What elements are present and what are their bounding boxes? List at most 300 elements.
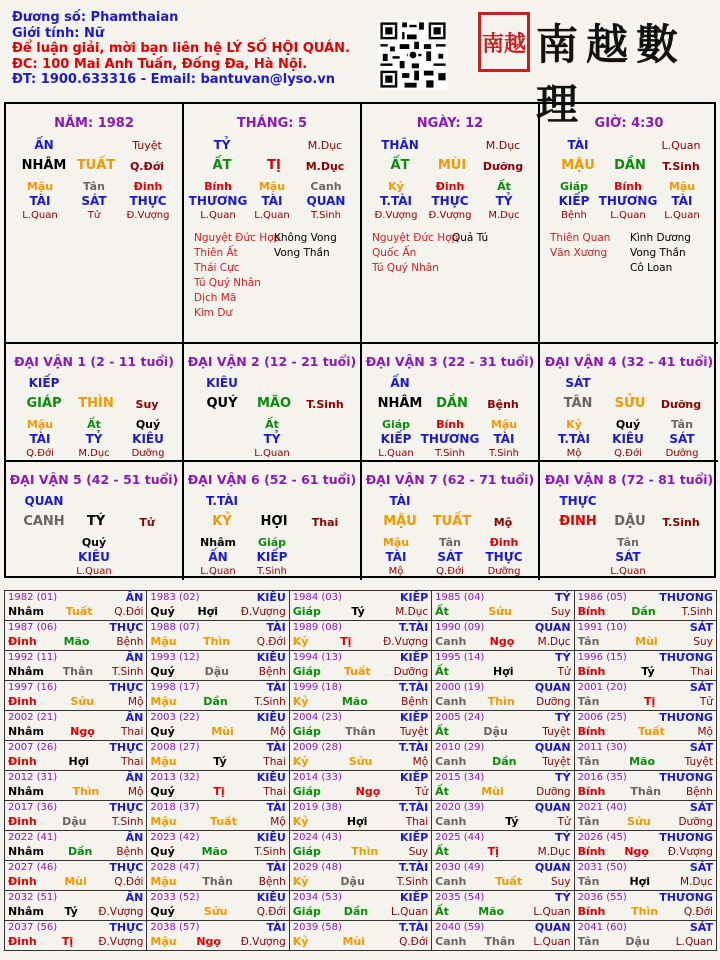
life-phase: Đ.Vượng: [374, 210, 418, 221]
hidden-stem: Giáp: [257, 536, 287, 549]
year-body: [8, 815, 143, 829]
year-chi: Dần: [203, 695, 228, 708]
year-cell: [432, 711, 574, 741]
year-head: [150, 621, 285, 635]
year-row: [5, 651, 717, 681]
year-cell: [432, 741, 574, 771]
year-star: KIÊU: [256, 891, 286, 904]
year-star: TÀI: [266, 861, 286, 874]
year-can: Canh: [435, 935, 467, 948]
year-head: [8, 621, 143, 635]
year-star: THỰC: [109, 861, 144, 874]
year-star: TÀI: [266, 921, 286, 934]
year-cell: [574, 861, 716, 891]
hidden-stem: Ất: [497, 180, 511, 193]
year-phase: Q.Đới: [256, 906, 286, 918]
special-star: Thiên Ất: [194, 247, 238, 259]
year-star: TÀI: [266, 681, 286, 694]
year-row: [5, 831, 717, 861]
year-cell: [432, 591, 574, 621]
year-body: [435, 905, 570, 919]
year-label: 1999 (18): [292, 682, 342, 693]
year-can: Mậu: [150, 755, 177, 768]
year-star: TỶ: [555, 891, 571, 904]
pillar-3: [362, 104, 540, 344]
pillar-phase: Tuyệt: [132, 139, 162, 152]
year-phase: Tử: [415, 786, 429, 798]
owner-name: Đương số: Phamthaian: [12, 10, 179, 25]
year-head: [435, 591, 570, 605]
year-head: [8, 891, 143, 905]
year-label: 1987 (06): [8, 622, 58, 633]
year-label: 1996 (15): [577, 652, 627, 663]
life-phase: Đ.Vượng: [126, 210, 170, 221]
hidden-stem: Bính: [204, 180, 232, 193]
chart-grid: [4, 102, 716, 578]
contact-text: Để luận giải, mời bạn liên hệ LÝ SỐ HỘI QUÁN.: [12, 41, 350, 56]
year-can: Đinh: [8, 635, 37, 648]
year-can: Quý: [150, 845, 175, 858]
year-can: Ất: [435, 725, 449, 738]
year-chi: Thìn: [203, 635, 231, 648]
life-phase: L.Quan: [254, 448, 290, 459]
year-body: [435, 605, 570, 619]
year-can: Ất: [435, 785, 449, 798]
year-can: Quý: [150, 905, 175, 918]
special-star: Cô Loan: [630, 262, 673, 274]
year-star: TÀI: [266, 801, 286, 814]
life-phase: L.Quan: [610, 210, 646, 221]
year-chi: Thìn: [487, 695, 515, 708]
life-phase: L.Quan: [200, 566, 236, 577]
year-chi: Thân: [62, 665, 94, 678]
year-can: Kỷ: [292, 635, 309, 648]
year-chi: Dần: [343, 905, 369, 918]
year-row: [5, 861, 717, 891]
year-cell: [574, 891, 716, 921]
year-body: [578, 695, 713, 709]
year-label: 1986 (05): [577, 592, 627, 603]
year-head: [150, 591, 285, 605]
year-chi: Hợi: [346, 815, 368, 828]
ten-god: THỰC: [431, 194, 469, 208]
year-can: Giáp: [292, 665, 321, 678]
year-head: [578, 771, 713, 785]
year-cell: [5, 711, 147, 741]
year-label: 1991 (10): [577, 622, 627, 633]
year-head: [578, 681, 713, 695]
year-head: [578, 891, 713, 905]
year-body: [8, 905, 143, 919]
year-body: [578, 905, 713, 919]
hidden-stem: Tân: [83, 180, 105, 193]
year-can: Nhâm: [8, 845, 44, 858]
year-cell: [574, 801, 716, 831]
pillar-2: [184, 104, 362, 344]
special-star: Quốc Ấn: [372, 247, 417, 259]
year-label: 1984 (03): [292, 592, 342, 603]
year-phase: T.Sinh: [681, 606, 713, 618]
life-phase: Đ.Vượng: [428, 210, 472, 221]
year-star: QUAN: [534, 801, 571, 814]
year-phase: Q.Đới: [114, 876, 144, 888]
year-can: Nhâm: [8, 665, 44, 678]
year-can: Canh: [435, 875, 467, 888]
special-star: Không Vong: [274, 232, 337, 244]
ten-god: TỶ: [263, 432, 281, 446]
dai-van-star: ẤN: [390, 376, 410, 390]
year-body: [8, 935, 143, 949]
year-cell: [147, 891, 289, 921]
year-label: 2002 (21): [8, 712, 58, 723]
year-head: [8, 681, 143, 695]
year-phase: Thai: [263, 756, 286, 768]
dai-van-title: ĐẠI VẬN 3 (22 - 31 tuổi): [365, 354, 535, 369]
year-phase: Mộ: [127, 696, 144, 708]
year-head: [578, 711, 713, 725]
year-head: [435, 651, 570, 665]
ten-god: KIÊU: [132, 432, 164, 446]
year-chi: Thân: [345, 725, 376, 738]
year-chi: Dậu: [204, 665, 229, 678]
year-head: [150, 921, 285, 935]
ten-god: TÀI: [493, 432, 515, 446]
year-chi: Sửu: [348, 755, 373, 768]
dai-van-star: SÁT: [565, 376, 591, 390]
dai-van-star: TÀI: [389, 494, 411, 508]
year-cell: [289, 741, 431, 771]
year-head: [293, 861, 428, 875]
year-can: Kỷ: [292, 755, 309, 768]
year-body: [150, 905, 285, 919]
year-star: QUAN: [534, 921, 571, 934]
year-label: 2010 (29): [435, 742, 485, 753]
year-head: [293, 621, 428, 635]
life-phase: M.Dục: [488, 210, 520, 221]
year-cell: [289, 771, 431, 801]
year-head: [150, 891, 285, 905]
year-can: Ất: [435, 665, 449, 678]
year-head: [293, 741, 428, 755]
year-phase: Tử: [557, 666, 571, 678]
year-body: [578, 875, 713, 889]
year-label: 1997 (16): [8, 682, 58, 693]
year-cell: [432, 831, 574, 861]
year-cell: [574, 621, 716, 651]
year-can: Giáp: [292, 725, 321, 738]
year-body: [293, 845, 428, 859]
year-chi: Ngọ: [70, 725, 95, 738]
year-cell: [432, 891, 574, 921]
year-chi: Dậu: [625, 935, 650, 948]
year-label: 2040 (59): [435, 922, 485, 933]
year-phase: Đ.Vượng: [667, 846, 713, 858]
year-star: THỰC: [109, 921, 144, 934]
year-body: [150, 755, 285, 769]
dai-van-chi: DẦN: [436, 396, 468, 411]
year-cell: [432, 681, 574, 711]
year-phase: T.Sinh: [111, 816, 144, 828]
hidden-stem: Mậu: [26, 180, 54, 193]
year-body: [435, 935, 570, 949]
year-can: Tân: [577, 815, 600, 828]
year-label: 2006 (25): [577, 712, 627, 723]
year-star: T.TÀI: [398, 681, 429, 694]
year-can: Quý: [150, 605, 175, 618]
special-star: Thiên Quan: [550, 232, 611, 244]
hidden-stem: Mậu: [668, 180, 696, 193]
year-label: 2039 (58): [292, 922, 342, 933]
life-phase: Mộ: [388, 566, 404, 577]
pillar-can: ẤT: [390, 158, 410, 173]
year-phase: Q.Đới: [256, 636, 286, 648]
year-can: Canh: [435, 635, 467, 648]
life-phase: Dưỡng: [665, 448, 699, 459]
year-cell: [147, 861, 289, 891]
dai-van-star: KIẾP: [28, 376, 60, 390]
year-head: [578, 621, 713, 635]
life-phase: Dưỡng: [131, 448, 165, 459]
year-label: 1985 (04): [435, 592, 485, 603]
year-can: Kỷ: [292, 695, 309, 708]
year-body: [435, 725, 570, 739]
year-body: [578, 665, 713, 679]
year-label: 1989 (08): [292, 622, 342, 633]
hidden-stem: Quý: [615, 418, 641, 431]
special-star: Vong Thần: [274, 247, 330, 259]
life-phase: L.Quan: [378, 448, 414, 459]
dai-van-chi: THÌN: [78, 396, 114, 411]
year-head: [293, 831, 428, 845]
year-label: 2030 (49): [435, 862, 485, 873]
year-label: 2009 (28): [292, 742, 342, 753]
year-chi: Ngọ: [355, 785, 381, 798]
year-cell: [5, 921, 147, 951]
year-can: Đinh: [8, 695, 37, 708]
hidden-stem: Mậu: [490, 418, 518, 431]
ten-god: THƯƠNG: [420, 432, 480, 446]
pillar-relation: M.Dục: [305, 160, 345, 173]
year-can: Nhâm: [8, 725, 44, 738]
year-label: 2017 (36): [8, 802, 58, 813]
dai-van-phase: T.Sinh: [662, 516, 700, 529]
year-star: T.TÀI: [398, 621, 429, 634]
ten-god: THỰC: [129, 194, 167, 208]
ten-god: T.TÀI: [558, 432, 590, 446]
year-label: 2008 (27): [150, 742, 200, 753]
dai-van-8: [540, 462, 718, 580]
dai-van-5: [6, 462, 184, 580]
year-phase: Suy: [551, 876, 571, 888]
year-star: KIẾP: [399, 651, 429, 664]
year-body: [293, 725, 428, 739]
year-head: [435, 861, 570, 875]
year-body: [293, 875, 428, 889]
year-head: [293, 681, 428, 695]
year-chi: Dần: [67, 845, 93, 858]
ten-god: TỶ: [495, 194, 513, 208]
year-label: 2020 (39): [435, 802, 485, 813]
year-star: TỶ: [555, 711, 571, 724]
life-phase: L.Quan: [610, 566, 646, 577]
year-can: Mậu: [150, 695, 177, 708]
year-label: 2034 (53): [292, 892, 342, 903]
year-can: Tân: [577, 695, 600, 708]
year-phase: M.Dục: [537, 636, 571, 648]
year-star: THỰC: [109, 621, 144, 634]
year-star: TỶ: [555, 831, 571, 844]
year-body: [293, 605, 428, 619]
dai-van-2: [184, 344, 362, 462]
year-head: [435, 891, 570, 905]
year-cell: [289, 681, 431, 711]
year-head: [150, 711, 285, 725]
year-row: [5, 711, 717, 741]
hidden-stem: Quý: [81, 536, 107, 549]
year-cell: [289, 621, 431, 651]
year-chi: Tuất: [495, 875, 523, 888]
year-chi: Tị: [487, 845, 499, 858]
year-phase: Thai: [120, 726, 144, 738]
year-head: [578, 831, 713, 845]
dai-van-can: KỶ: [212, 514, 232, 529]
year-head: [150, 861, 285, 875]
year-cell: [574, 741, 716, 771]
year-head: [293, 651, 428, 665]
year-label: 2032 (51): [8, 892, 58, 903]
dai-van-can: CANH: [23, 514, 65, 529]
year-label: 1990 (09): [435, 622, 485, 633]
year-star: T.TÀI: [398, 921, 429, 934]
year-body: [8, 845, 143, 859]
pillar-chi: TỊ: [267, 158, 281, 173]
year-phase: Dưỡng: [536, 696, 571, 708]
year-cell: [147, 771, 289, 801]
year-phase: Thai: [120, 756, 144, 768]
year-head: [578, 861, 713, 875]
year-body: [8, 725, 143, 739]
ten-god: SÁT: [437, 550, 463, 564]
year-head: [150, 771, 285, 785]
year-body: [8, 635, 143, 649]
year-chi: Dần: [492, 755, 517, 768]
year-body: [435, 665, 570, 679]
year-phase: T.Sinh: [254, 696, 286, 708]
dai-van-phase: Suy: [135, 398, 159, 411]
hidden-stem: Ất: [87, 418, 101, 431]
year-star: ẤN: [125, 651, 144, 664]
year-label: 2027 (46): [8, 862, 58, 873]
year-phase: L.Quan: [390, 906, 429, 918]
year-can: Canh: [435, 695, 467, 708]
year-cell: [289, 831, 431, 861]
ten-god: KIÊU: [78, 550, 110, 564]
year-star: THƯƠNG: [659, 891, 713, 904]
pillar-relation: Dưỡng: [482, 160, 524, 173]
year-body: [293, 935, 428, 949]
year-label: 2013 (32): [150, 772, 200, 783]
year-chi: Ngọ: [489, 635, 515, 648]
dai-van-title: ĐẠI VẬN 6 (52 - 61 tuổi): [187, 472, 357, 487]
year-head: [8, 831, 143, 845]
year-can: Bính: [577, 845, 606, 858]
year-body: [578, 605, 713, 619]
year-head: [150, 801, 285, 815]
year-body: [150, 845, 285, 859]
year-label: 2036 (55): [577, 892, 627, 903]
year-row: [5, 771, 717, 801]
year-phase: T.Sinh: [111, 666, 144, 678]
year-body: [435, 815, 570, 829]
ten-god: QUAN: [306, 194, 346, 208]
year-star: THỰC: [109, 741, 144, 754]
ten-god: TÀI: [385, 550, 407, 564]
year-head: [435, 801, 570, 815]
year-body: [8, 875, 143, 889]
year-chi: Ngọ: [196, 935, 221, 948]
year-can: Ất: [435, 845, 449, 858]
year-body: [578, 635, 713, 649]
ten-god: THỰC: [485, 550, 523, 564]
year-label: 2015 (34): [435, 772, 485, 783]
dai-van-title: ĐẠI VẬN 8 (72 - 81 tuổi): [544, 472, 714, 487]
year-star: TÀI: [266, 621, 286, 634]
ten-god: KIẾP: [256, 550, 288, 564]
life-phase: Bệnh: [561, 210, 587, 221]
year-head: [578, 651, 713, 665]
year-chi: Sửu: [203, 905, 228, 918]
year-label: 2038 (57): [150, 922, 200, 933]
life-phase: M.Dục: [78, 448, 110, 459]
year-star: T.TÀI: [398, 801, 429, 814]
year-head: [435, 921, 570, 935]
year-phase: Q.Đới: [683, 906, 713, 918]
year-star: THƯƠNG: [659, 651, 713, 664]
life-phase: L.Quan: [22, 210, 58, 221]
year-cell: [5, 861, 147, 891]
dai-van-chi: DẬU: [614, 514, 646, 529]
year-chi: Dậu: [340, 875, 365, 888]
year-row: [5, 621, 717, 651]
year-star: THƯƠNG: [659, 591, 713, 604]
year-body: [8, 755, 143, 769]
special-star: Tú Quý Nhân: [372, 262, 439, 274]
year-head: [435, 831, 570, 845]
year-cell: [574, 591, 716, 621]
life-phase: T.Sinh: [489, 448, 519, 459]
year-cell: [5, 801, 147, 831]
year-head: [150, 651, 285, 665]
year-label: 2000 (19): [435, 682, 485, 693]
year-label: 2019 (38): [292, 802, 342, 813]
year-head: [8, 921, 143, 935]
year-phase: Dưỡng: [678, 816, 713, 828]
year-phase: Mộ: [697, 726, 713, 738]
year-phase: Đ.Vượng: [383, 636, 429, 648]
year-cell: [147, 681, 289, 711]
hidden-stem: Bính: [614, 180, 642, 193]
year-star: KIÊU: [256, 711, 286, 724]
dai-van-title: ĐẠI VẬN 4 (32 - 41 tuổi): [544, 354, 714, 369]
year-can: Nhâm: [8, 605, 44, 618]
year-can: Ất: [435, 905, 449, 918]
year-star: KIẾP: [399, 591, 429, 604]
year-can: Đinh: [8, 755, 37, 768]
year-star: KIÊU: [256, 651, 286, 664]
year-label: 2024 (43): [292, 832, 342, 843]
year-label: 2021 (40): [577, 802, 627, 813]
year-phase: T.Sinh: [254, 846, 286, 858]
